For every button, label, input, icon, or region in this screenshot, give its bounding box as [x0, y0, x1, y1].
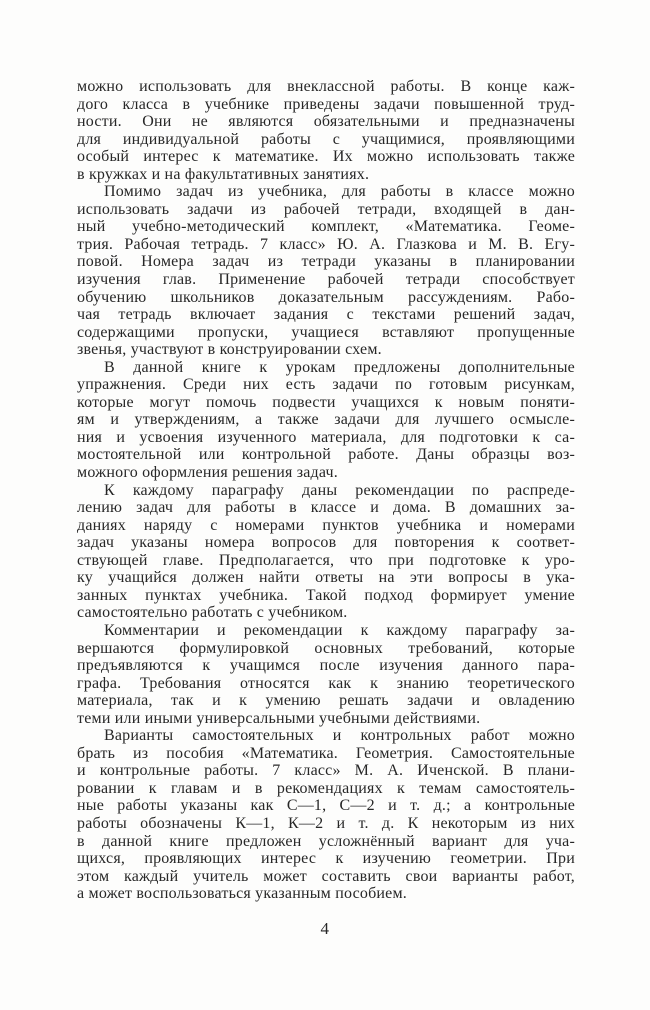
text-line: К каждому параграфу даны рекомендации по распреде-	[104, 481, 575, 499]
paragraph	[77, 183, 575, 358]
paragraph	[77, 622, 575, 727]
page-text	[77, 78, 575, 903]
text-line: ям и утверждениям, а также задачи для лучшего осмысле-	[77, 411, 575, 429]
paragraph	[77, 727, 575, 902]
text-line: можно использовать для внеклассной работы. В конце каж-	[77, 78, 575, 95]
text-line: а может воспользоваться указанным пособием.	[77, 885, 407, 903]
paragraph	[77, 359, 575, 482]
text-line: ствующей главе. Предполагается, что при подготовке к уро-	[77, 551, 575, 569]
paragraph	[77, 482, 575, 622]
text-line: брать из пособия «Математика. Геометрия. Самостоятельные	[77, 744, 575, 762]
text-line: ности. Они не являются обязательными и предназначены	[77, 113, 575, 131]
page-number: 4	[320, 919, 330, 938]
text-line: содержащими пропуски, учащиеся вставляют пропущенные	[77, 323, 575, 341]
text-line: для индивидуальной работы с учащимися, проявляющими	[77, 130, 575, 148]
text-line: изучения глав. Применение рабочей тетради способствует	[77, 271, 575, 289]
text-line: дого класса в учебнике приведены задачи повышенной труд-	[77, 95, 575, 113]
text-line: вершаются формулировкой основных требований, которые	[77, 639, 575, 657]
text-line: лению задач для работы в классе и дома. В домашних за-	[77, 499, 575, 517]
text-line: упражнения. Среди них есть задачи по готовым рисункам,	[77, 376, 575, 394]
text-line: особый интерес к математике. Их можно использовать также	[77, 148, 575, 166]
text-line: ные работы указаны как С—1, С—2 и т. д.; а контрольные	[77, 797, 575, 815]
text-line: даниях наряду с номерами пунктов учебника и номерами	[77, 516, 575, 534]
text-line: В данной книге к урокам предложены дополнительные	[104, 358, 575, 376]
text-line: Помимо задач из учебника, для работы в классе можно	[104, 183, 575, 201]
text-line: можного оформления решения задач.	[77, 464, 339, 482]
text-line: теми или иными универсальными учебными действиями.	[77, 709, 481, 727]
text-line: ровании к главам и в рекомендациях к темам самостоятель-	[77, 779, 575, 797]
text-line: работы обозначены К—1, К—2 и т. д. К некоторым из них	[77, 814, 575, 832]
text-line: Комментарии и рекомендации к каждому параграфу за-	[104, 621, 575, 639]
text-line: использовать задачи из рабочей тетради, входящей в дан-	[77, 200, 575, 218]
text-line: Варианты самостоятельных и контрольных работ можно	[104, 727, 575, 745]
text-line: которые могут помочь подвести учащихся к новым поняти-	[77, 393, 575, 411]
text-line: мостоятельной или контрольной работе. Даны образцы воз-	[77, 446, 575, 464]
text-line: материала, так и к умению решать задачи и овладению	[77, 692, 575, 710]
text-line: щихся, проявляющих интерес к изучению геометрии. При	[77, 850, 575, 868]
text-line: звенья, участвуют в конструировании схем.	[77, 341, 382, 359]
text-line: в данной книге предложен усложнённый вариант для уча-	[77, 832, 575, 850]
text-line: предъявляются к учащимся после изучения данного пара-	[77, 657, 575, 675]
text-line: чая тетрадь включает задания с текстами решений задач,	[77, 306, 575, 324]
text-line: и контрольные работы. 7 класс» М. А. Иченской. В плани-	[77, 762, 575, 780]
text-line: этом каждый учитель может составить свои варианты работ,	[77, 867, 575, 885]
text-line: обучению школьников доказательным рассуждениям. Рабо-	[77, 288, 575, 306]
text-line: самостоятельно работать с учебником.	[77, 604, 348, 622]
text-line: повой. Номера задач из тетради указаны в планировании	[77, 253, 575, 271]
text-line: трия. Рабочая тетрадь. 7 класс» Ю. А. Глазкова и М. В. Егу-	[77, 235, 575, 253]
text-line: графа. Требования относятся как к знанию теоретического	[77, 674, 575, 692]
text-line: занных пунктах учебника. Такой подход формирует умение	[77, 586, 575, 604]
text-line: ку учащийся должен найти ответы на эти вопросы в ука-	[77, 569, 575, 587]
text-line: задач указаны номера вопросов для повторения к соответ-	[77, 534, 575, 552]
text-line: ный учебно-методический комплект, «Математика. Геоме-	[77, 218, 575, 236]
text-line: в кружках и на факультативных занятиях.	[77, 165, 370, 183]
text-line: ния и усвоения изученного материала, для подготовки к са-	[77, 428, 575, 446]
paragraph	[77, 78, 575, 183]
